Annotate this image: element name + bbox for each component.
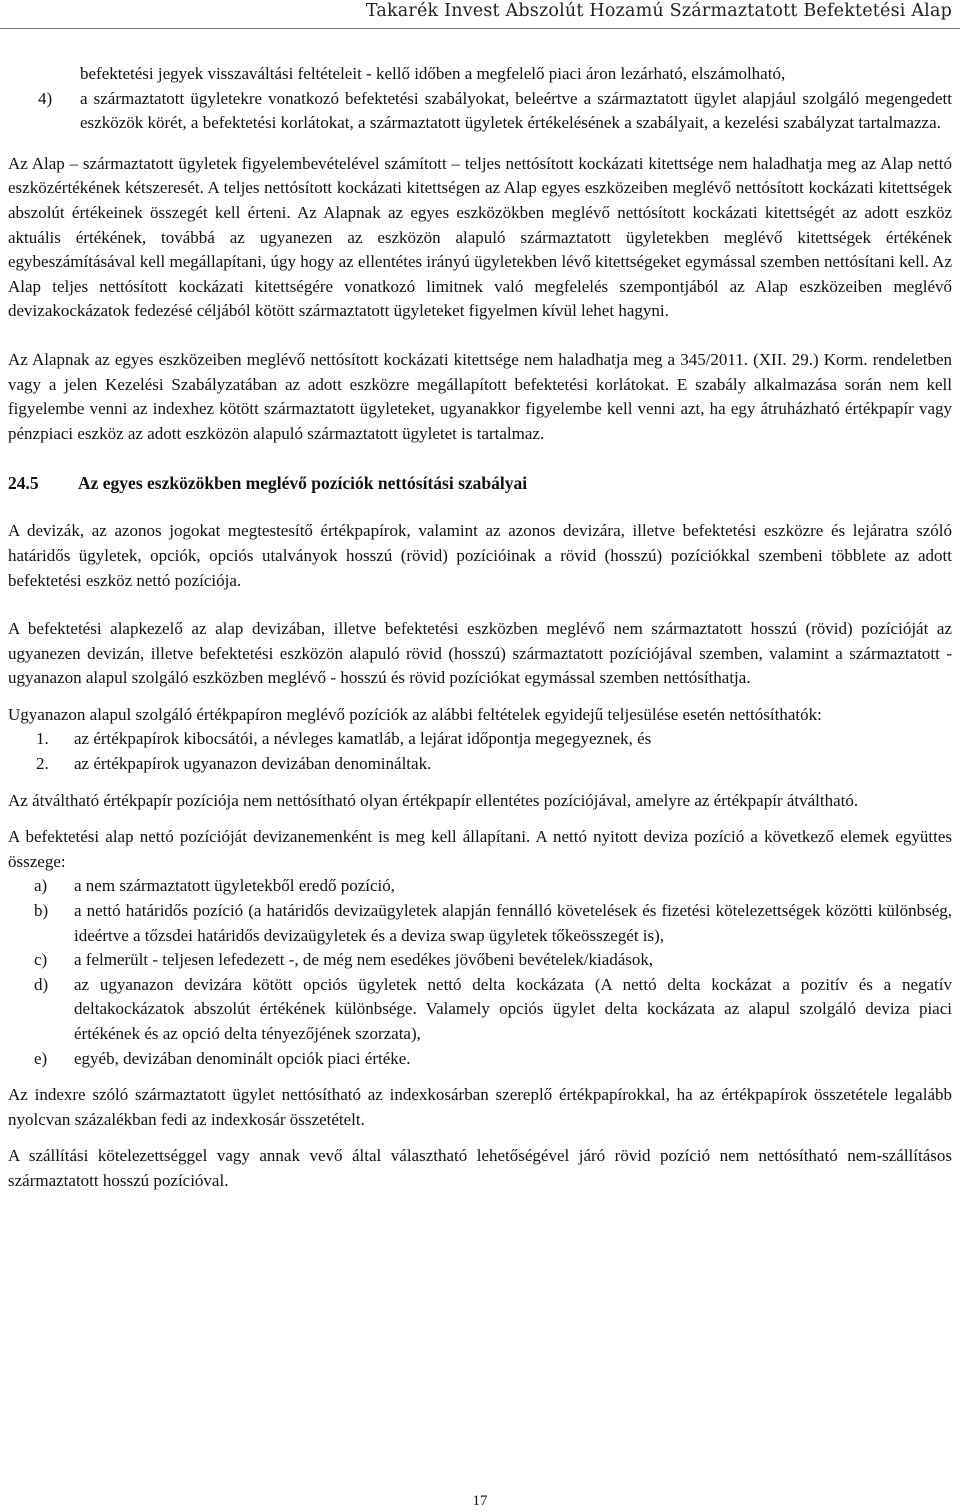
list-item-text: az értékpapírok ugyanazon devizában denomináltak. xyxy=(74,754,432,774)
list-marker: 1. xyxy=(36,729,49,749)
list-item xyxy=(8,874,952,899)
paragraph-same-intro: Ugyanazon alapul szolgáló értékpapíron meglévő pozíciók az alábbi feltételek egyidejű teljesülése esetén nettósíthatók: xyxy=(8,704,822,724)
numbered-list xyxy=(8,727,952,776)
list-item xyxy=(8,727,952,752)
list-marker: b) xyxy=(34,901,49,921)
list-item-text: az ugyanazon devizára kötött opciós ügyletek nettó delta kockázata (A nettó delta kockázat a pozitív és a negatív deltakockázatok abszolút értékének különbsége. Valamely opciós ügylet delta kockázata az alapul szolgáló deviza piaci értékének és az opció delta tényezőjének szorzata), xyxy=(74,974,952,1043)
paragraph-delivery: A szállítási kötelezettséggel vagy annak vevő által választható lehetőségével járó rövid pozíció nem nettósítható nem-szállításos származtatott hosszú pozícióval. xyxy=(8,1146,952,1190)
section-heading xyxy=(8,471,952,495)
list-item-text: egyéb, devizában denominált opciók piaci értéke. xyxy=(74,1048,411,1068)
list-item-text: az értékpapírok kibocsátói, a névleges kamatláb, a lejárat időpontja megegyeznek, és xyxy=(74,729,652,749)
list-item-text: a felmerült - teljesen lefedezett -, de még nem esedékes jövőbeni bevételek/kiadások, xyxy=(74,950,654,970)
paragraph-continuation: befektetési jegyek visszaváltási feltételeit - kellő időben a megfelelő piaci áron lezárható, elszámolható, xyxy=(80,64,786,83)
list-marker: e) xyxy=(34,1048,48,1068)
paragraph-limit: Az Alapnak az egyes eszközeiben meglévő nettósított kockázati kitettsége nem haladhatja meg a 345/2011. (XII. 29.) Korm. rendeletben vagy a jelen Kezelési Szabályzatában az adott eszközre megállapított befektetési korlátokat. E szabály alkalmazása során nem kell figyelembe venni az indexhez kötött származtatott ügyleteket, ugyanakkor figyelembe kell venni azt, ha egy átruházható értékpapír vagy pénzpiaci eszköz az adott eszközön alapuló származtatott ügyletet is tartalmaz. xyxy=(8,349,952,443)
list-item-text: a származtatott ügyletekre vonatkozó befektetési szabályokat, beleértve a származtatott ügylet alapjául szolgáló megengedett eszközök körét, a befektetési korlátokat, a származtatott ügyletek értékelésének a szabályait, a kezelési szabályzat tartalmazza. xyxy=(80,88,952,133)
section-number: 24.5 xyxy=(8,473,39,494)
paragraph-index: Az indexre szóló származtatott ügylet nettósítható az indexkosárban szereplő értékpapírokkal, ha az értékpapírok összetétele legalább nyolcvan százalékban fedi az indexkosár összetételt. xyxy=(8,1085,952,1129)
paragraph-exposure: Az Alap – származtatott ügyletek figyelembevételével számított – teljes nettósított kockázati kitettsége nem haladhatja meg az Alap nettó eszközértékének kétszeresét. A teljes nettósított kockázati kitettségen az Alap egyes eszközeiben meglévő nettósított kockázati kitettségek abszolút értékeinek összegét kell érteni. Az Alapnak az egyes eszközökben meglévő nettósított kockázati kitettségét az adott eszköz aktuális értékének, továbbá az ugyanezen az eszközön alapuló származtatott ügyletekben meglévő kitettségek értékének egybeszámításával kell megállapítani, úgy hogy az ellentétes irányú ügyletekben lévő kitettségeket egymással szemben nettósítani kell. Az Alap teljes nettósított kockázati kitettségére vonatkozó limitnek való megfelelés szempontjából az Alap eszközeiben meglévő devizakockázatok fedezésé céljából kötött származtatott ügyleteket figyelmen kívül lehet hagyni. xyxy=(8,153,952,321)
paragraph-fx: A devizák, az azonos jogokat megtestesítő értékpapírok, valamint az azonos devizára, illetve befektetési eszközre és lejáratra szóló határidős ügyletek, opciók, opciós utalványok hosszú (rövid) pozícióinak a rövid (hosszú) pozíciókkal szembeni többlete az adott befektetési eszköz nettó pozíciója. xyxy=(8,521,952,590)
paragraph-manager: A befektetési alapkezelő az alap devizában, illetve befektetési eszközben meglévő nem származtatott hosszú (rövid) pozícióját az ugyanezen devizán, illetve befektetési eszközön alapuló rövid (hosszú) származtatott pozíciójával szemben, valamint a származtatott - ugyanazon alapul szolgáló eszközben meglévő - hosszú és rövid pozíciókat egymással szemben nettósíthatja. xyxy=(8,619,952,688)
list-item-text: a nettó határidős pozíció (a határidős devizaügyletek alapján fennálló követelések és fizetési kötelezettségek közötti különbség, ideértve a tőzsdei határidős devizaügyletek és a deviza swap ügyletek tőkeösszegét is), xyxy=(74,901,952,945)
list-item xyxy=(8,1047,952,1072)
list-item xyxy=(8,899,952,948)
page-number: 17 xyxy=(472,1493,488,1509)
document-title: Takarék Invest Abszolút Hozamú Származtatott Befektetési Alap xyxy=(365,1,952,21)
list-marker: a) xyxy=(34,876,48,896)
list-item xyxy=(8,948,952,973)
paragraph-convertible: Az átváltható értékpapír pozíciója nem nettósítható olyan értékpapír ellentétes pozíciójával, amelyre az értékpapír átváltható. xyxy=(8,790,859,810)
list-marker: d) xyxy=(34,974,49,994)
list-marker: 4) xyxy=(38,88,53,108)
list-item-text: a nem származtatott ügyletekből eredő pozíció, xyxy=(74,876,395,896)
page-header xyxy=(0,0,960,29)
list-marker: 2. xyxy=(36,754,49,774)
section-title: Az egyes eszközökben meglévő pozíciók nettósítási szabályai xyxy=(78,473,528,494)
list-item xyxy=(8,973,952,1047)
list-item-4 xyxy=(38,87,952,136)
list-item xyxy=(8,752,952,777)
list-marker: c) xyxy=(34,950,48,970)
paragraph-net-currency: A befektetési alap nettó pozícióját devizanemenként is meg kell állapítani. A nettó nyitott deviza pozíció a következő elemek együttes összege: xyxy=(8,827,952,871)
alpha-list xyxy=(8,874,952,1071)
page-content xyxy=(8,62,952,1194)
